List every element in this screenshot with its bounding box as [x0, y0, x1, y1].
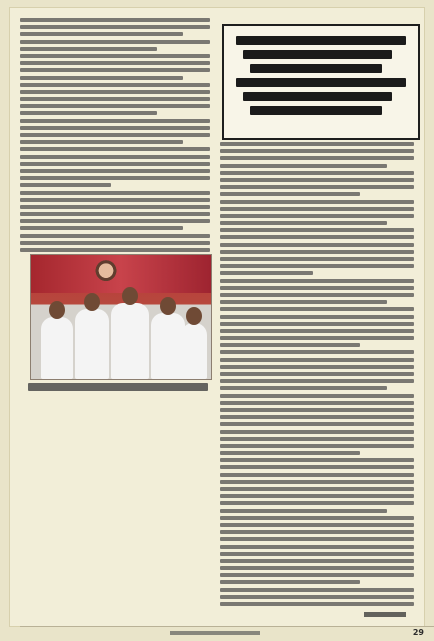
headline	[236, 36, 406, 120]
person-figure	[111, 303, 149, 379]
left-column	[20, 18, 210, 255]
page-number: 29	[412, 628, 424, 637]
photo-caption	[28, 383, 208, 391]
left-article-text	[20, 18, 210, 252]
page-footer	[20, 626, 434, 641]
poster-portrait	[87, 260, 125, 288]
person-figure	[41, 317, 73, 379]
person-figure	[181, 323, 207, 379]
byline	[364, 612, 406, 617]
right-article-text	[220, 142, 414, 606]
person-figure	[75, 309, 109, 379]
footer-text	[170, 631, 260, 635]
person-figure	[151, 313, 185, 379]
headline-box	[222, 24, 420, 140]
magazine-page	[10, 8, 424, 637]
event-photo	[30, 254, 212, 380]
right-column	[220, 142, 414, 609]
